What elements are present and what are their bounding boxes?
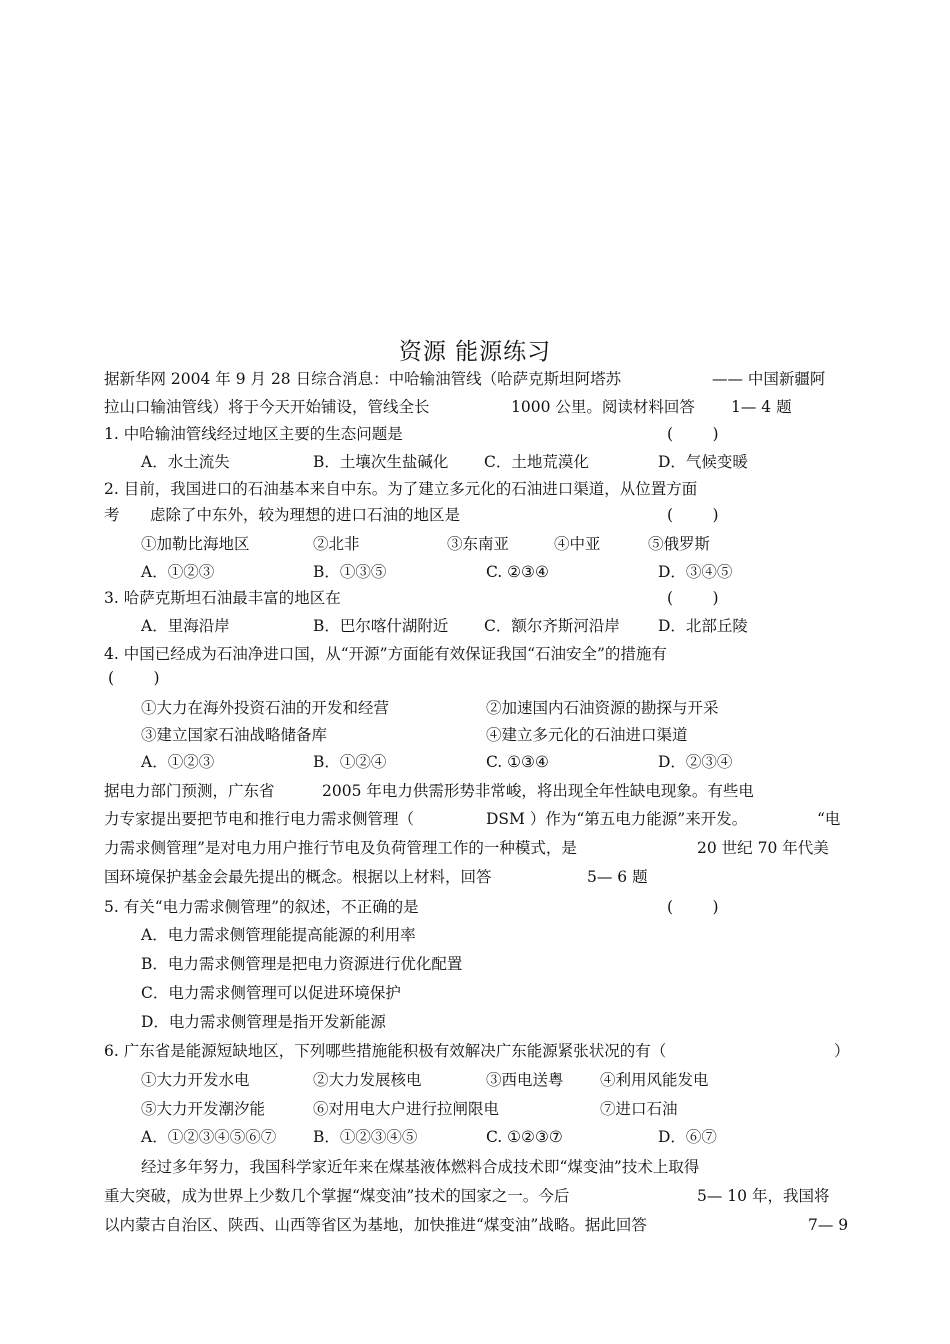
intro2-line1: 据电力部门预测，广东省 [104, 782, 275, 800]
intro1-line2-end: 1— 4 题 [731, 398, 792, 416]
question-6-item-1: ①大力开发水电 [141, 1071, 250, 1089]
intro1-line1-end: —— 中国新疆阿 [712, 370, 826, 388]
question-6-option-b: B．①②③④⑤ [313, 1128, 418, 1146]
question-2-item-1: ①加勒比海地区 [141, 535, 250, 553]
intro3-line2: 重大突破，成为世界上少数几个掌握“煤变油”技术的国家之一。今后 [104, 1187, 570, 1205]
question-2-item-5: ⑤俄罗斯 [648, 535, 711, 553]
intro2-line2: 力专家提出要把节电和推行电力需求侧管理（ [104, 810, 415, 828]
intro1-line2-mid: 1000 公里。阅读材料回答 [511, 398, 695, 416]
question-4-item-3: ③建立国家石油战略储备库 [141, 726, 328, 744]
question-2-option-b: B．①③⑤ [313, 563, 387, 581]
question-1-option-c: C．土地荒漠化 [484, 453, 589, 471]
question-4-item-1: ①大力在海外投资石油的开发和经营 [141, 699, 390, 717]
question-1-stem: 1. 中哈输油管线经过地区主要的生态问题是 [104, 425, 403, 443]
question-5-stem: 5. 有关“电力需求侧管理”的叙述，不正确的是 [104, 898, 419, 916]
intro2-line4: 国环境保护基金会最先提出的概念。根据以上材料，回答 [104, 868, 492, 886]
question-2-stem-line1: 2. 目前，我国进口的石油基本来自中东。为了建立多元化的石油进口渠道，从位置方面 [104, 480, 698, 498]
question-2-item-3: ③东南亚 [447, 535, 510, 553]
question-3-answer-blank: ( ) [667, 589, 719, 607]
intro2-line2-mid: DSM ）作为“第五电力能源”来开发。 [486, 810, 748, 828]
question-6-item-3: ③西电送粤 [486, 1071, 564, 1089]
question-6-item-7: ⑦进口石油 [600, 1100, 678, 1118]
question-4-item-2: ②加速国内石油资源的勘探与开采 [486, 699, 719, 717]
question-1-option-a: A．水土流失 [141, 453, 230, 471]
question-3-option-d: D．北部丘陵 [658, 617, 748, 635]
intro2-line1-end: 2005 年电力供需形势非常峻，将出现全年性缺电现象。有些电 [322, 782, 754, 800]
intro3-line3: 以内蒙古自治区、陕西、山西等省区为基地，加快推进“煤变油”战略。据此回答 [104, 1216, 647, 1234]
question-5-option-d: D．电力需求侧管理是指开发新能源 [141, 1013, 386, 1031]
intro2-line4-end: 5— 6 题 [587, 868, 648, 886]
question-4-option-d: D．②③④ [658, 753, 733, 771]
question-1-option-d: D．气候变暖 [658, 453, 748, 471]
question-6-option-a: A．①②③④⑤⑥⑦ [141, 1128, 277, 1146]
question-2-stem-line2-start: 考 [104, 506, 120, 524]
question-5-answer-blank: ( ) [667, 898, 719, 916]
question-2-item-2: ②北非 [313, 535, 360, 553]
intro3-line3-end: 7— 9 [808, 1216, 849, 1234]
intro1-line2: 拉山口输油管线）将于今天开始铺设，管线全长 [104, 398, 430, 416]
question-6-item-4: ④利用风能发电 [600, 1071, 709, 1089]
question-4-stem: 4. 中国已经成为石油净进口国，从“开源”方面能有效保证我国“石油安全”的措施有 [104, 645, 667, 663]
question-4-answer-blank: ( ) [108, 669, 160, 687]
question-3-option-b: B．巴尔喀什湖附近 [313, 617, 449, 635]
question-6-item-6: ⑥对用电大户进行拉闸限电 [313, 1100, 500, 1118]
question-1-option-b: B．土壤次生盐碱化 [313, 453, 449, 471]
question-6-item-5: ⑤大力开发潮汐能 [141, 1100, 266, 1118]
intro2-line3: 力需求侧管理”是对电力用户推行节电及负荷管理工作的一种模式，是 [104, 839, 577, 857]
question-2-option-c: C. ②③④ [486, 563, 549, 581]
question-4-item-4: ④建立多元化的石油进口渠道 [486, 726, 688, 744]
question-6-option-d: D．⑥⑦ [658, 1128, 717, 1146]
question-5-option-c: C．电力需求侧管理可以促进环境保护 [141, 984, 401, 1002]
question-4-option-a: A．①②③ [141, 753, 215, 771]
question-2-item-4: ④中亚 [554, 535, 601, 553]
question-6-option-c: C. ①②③⑦ [486, 1128, 563, 1146]
question-3-option-c: C．额尔齐斯河沿岸 [484, 617, 620, 635]
question-4-option-b: B．①②④ [313, 753, 387, 771]
question-2-answer-blank: ( ) [667, 506, 719, 524]
intro3-line1: 经过多年努力，我国科学家近年来在煤基液体燃料合成技术即“煤变油”技术上取得 [141, 1158, 700, 1176]
question-3-stem: 3. 哈萨克斯坦石油最丰富的地区在 [104, 589, 341, 607]
question-1-answer-blank: ( ) [667, 425, 719, 443]
intro1-line1: 据新华网 2004 年 9 月 28 日综合消息：中哈输油管线（哈萨克斯坦阿塔苏 [104, 370, 622, 388]
question-2-option-a: A．①②③ [141, 563, 215, 581]
question-6-stem: 6. 广东省是能源短缺地区，下列哪些措施能积极有效解决广东能源紧张状况的有（ [104, 1042, 667, 1060]
question-6-item-2: ②大力发展核电 [313, 1071, 422, 1089]
intro2-line3-end: 20 世纪 70 年代美 [697, 839, 829, 857]
question-2-stem-line2: 虑除了中东外，较为理想的进口石油的地区是 [150, 506, 461, 524]
question-5-option-b: B．电力需求侧管理是把电力资源进行优化配置 [141, 955, 463, 973]
question-2-option-d: D．③④⑤ [658, 563, 733, 581]
page-title: 资源 能源练习 [398, 339, 552, 365]
question-5-option-a: A．电力需求侧管理能提高能源的利用率 [141, 926, 416, 944]
question-6-answer-blank: ） [834, 1042, 850, 1060]
intro2-line2-end: “电 [817, 810, 841, 828]
intro3-line2-end: 5— 10 年，我国将 [697, 1187, 830, 1205]
question-4-option-c: C. ①③④ [486, 753, 549, 771]
question-3-option-a: A．里海沿岸 [141, 617, 230, 635]
